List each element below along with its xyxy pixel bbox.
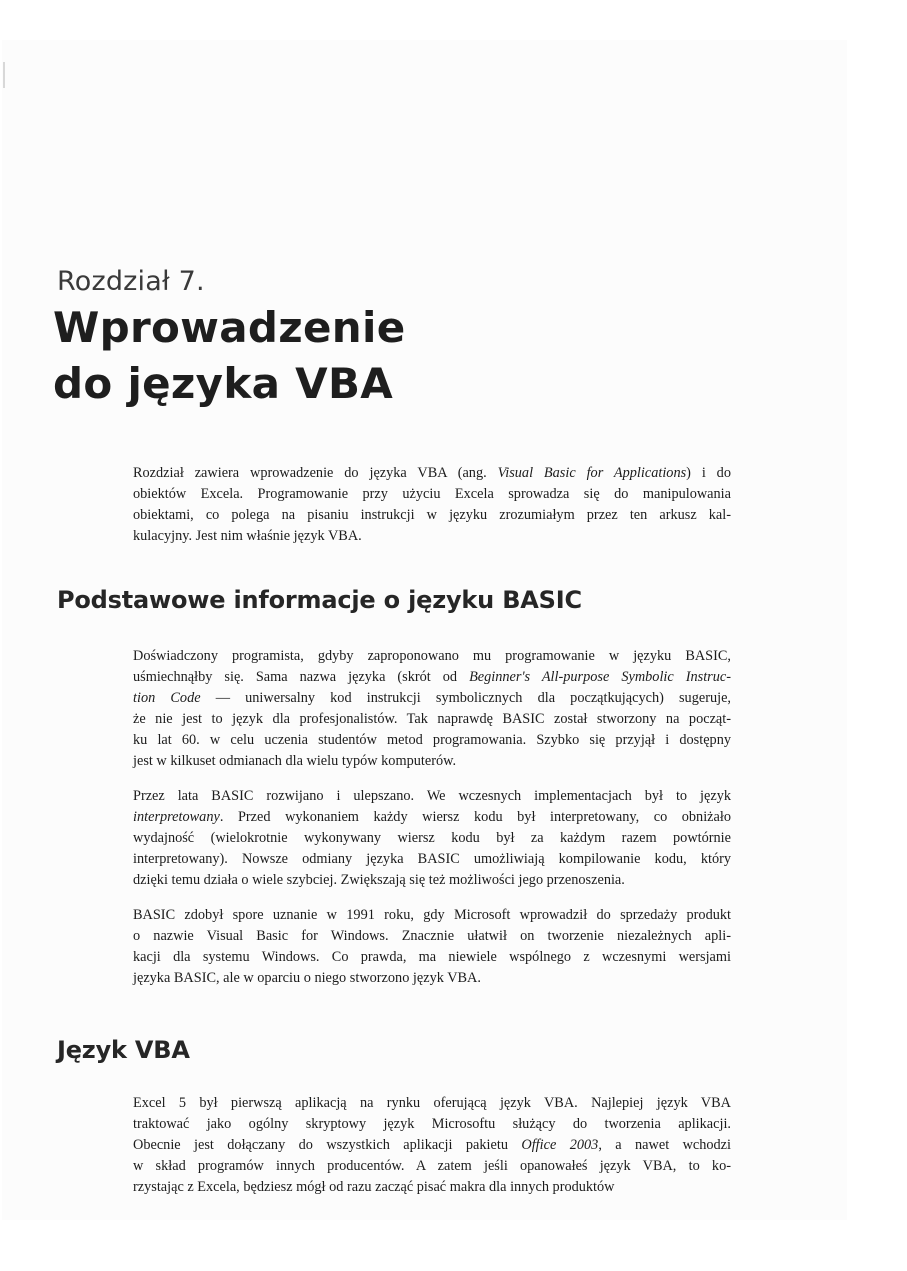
text-line: w skład programów innych producentów. A zatem jeśli opanowałeś język VBA, to ko- (133, 1158, 731, 1174)
text-line: tion Code — uniwersalny kod instrukcji symbolicznych dla początkujących) sugeruje, (133, 690, 731, 706)
paragraph-basic-1 (133, 646, 731, 772)
text-line: uśmiechnąłby się. Sama nazwa języka (skrót od Beginner's All-purpose Symbolic Instruc- (133, 669, 731, 685)
text-line: dzięki temu działa o wiele szybciej. Zwiększają się też możliwości jego przenoszenia. (133, 872, 625, 888)
chapter-title-line-2: do języka VBA (53, 359, 394, 408)
intro-paragraph (133, 463, 731, 547)
text-line: rzystając z Excela, będziesz mógł od razu zacząć pisać makra dla innych produktów (133, 1179, 615, 1195)
text-line: o nazwie Visual Basic for Windows. Znacznie ułatwił on tworzenie niezależnych apli- (133, 928, 731, 944)
text-line: ku lat 60. w celu uczenia studentów metod programowania. Szybko się przyjął i dostępny (133, 732, 731, 748)
text-line: BASIC zdobył spore uznanie w 1991 roku, gdy Microsoft wprowadził do sprzedaży produkt (133, 907, 731, 923)
text-line: Rozdział zawiera wprowadzenie do języka VBA (ang. Visual Basic for Applications) i do (133, 465, 731, 481)
text-line: że nie jest to język dla profesjonalistów. Tak naprawdę BASIC został stworzony na począt- (133, 711, 731, 727)
text-line: interpretowany. Przed wykonaniem każdy wiersz kodu był interpretowany, co obniżało (133, 809, 731, 825)
paragraph-basic-2 (133, 786, 731, 891)
text-line: wydajność (wielokrotnie wykonywany wiersz kodu był za każdym razem powtórnie (133, 830, 731, 846)
text-line: kacji dla systemu Windows. Co prawda, ma niewiele wspólnego z wczesnymi wersjami (133, 949, 731, 965)
text-line: Obecnie jest dołączany do wszystkich aplikacji pakietu Office 2003, a nawet wchodzi (133, 1137, 732, 1153)
text-line: kulacyjny. Jest nim właśnie język VBA. (133, 528, 362, 544)
text-line: Przez lata BASIC rozwijano i ulepszano. We wczesnych implementacjach był to język (133, 788, 731, 804)
paragraph-vba-1 (133, 1093, 731, 1198)
text-line: języka BASIC, ale w oparciu o niego stworzono język VBA. (133, 970, 481, 986)
text-line: Excel 5 był pierwszą aplikacją na rynku oferującą język VBA. Najlepiej język VBA (133, 1095, 731, 1111)
section-heading-basic: Podstawowe informacje o języku BASIC (57, 586, 582, 614)
section-heading-vba: Język VBA (57, 1036, 190, 1064)
text-line: jest w kilkuset odmianach dla wielu typów komputerów. (133, 753, 457, 769)
chapter-number: Rozdział 7. (57, 266, 205, 297)
text-line: obiektami, co polega na pisaniu instrukcji w języku zrozumiałym przez ten arkusz kal- (133, 507, 731, 523)
text-line: obiektów Excela. Programowanie przy użyciu Excela sprowadza się do manipulowania (133, 486, 731, 502)
text-line: traktować jako ogólny skryptowy język Microsoftu służący do tworzenia aplikacji. (133, 1116, 731, 1132)
text-line: interpretowany). Nowsze odmiany języka BASIC umożliwiają kompilowanie kodu, który (133, 851, 731, 867)
chapter-title-line-1: Wprowadzenie (53, 303, 406, 352)
text-line: Doświadczony programista, gdyby zaproponowano mu programowanie w języku BASIC, (133, 648, 731, 664)
chapter-title (53, 300, 405, 412)
paragraph-basic-3 (133, 905, 731, 989)
scan-edge-mark (3, 62, 5, 88)
